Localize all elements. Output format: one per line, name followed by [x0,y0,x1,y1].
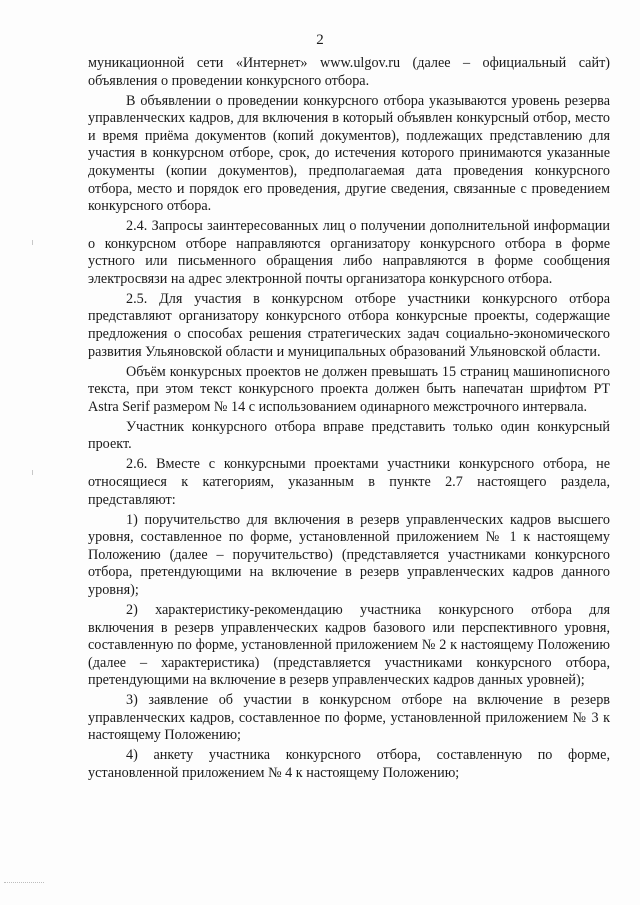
paragraph-project-volume: Объём конкурсных проектов не должен превышать 15 страниц машинописного текста, при этом текст конкурсного проекта должен быть напечатан шрифтом PT Astra Serif размером № 14 с использованием одинарного межстрочного интервала. [88,363,610,415]
scan-artifact [32,240,33,245]
list-item-3: 3) заявление об участии в конкурсном отборе на включение в резерв управленческих кадров, составленное по форме, установленной приложением № 3 к настоящему Положению; [88,692,610,744]
paragraph-continued: муникационной сети «Интернет» www.ulgov.ru (далее – официальный сайт) объявления о проведении конкурсного отбора. [88,55,610,89]
paragraph-2-5: 2.5. Для участия в конкурсном отборе участники конкурсного отбора представляют организатору конкурсного отбора конкурсные проекты, содержащие предложения о способах решения стратегических задач социально-экономического развития Ульяновской области и муниципальных образований Ульяновской области. [88,290,610,360]
paragraph-one-project: Участник конкурсного отбора вправе представить только один конкурсный проект. [88,418,610,453]
paragraph-announcement: В объявлении о проведении конкурсного отбора указываются уровень резерва управленческих кадров, для включения в который объявлен конкурсный отбор, место и время приёма документов (копий документов), подлежащих представлению для участия в конкурсном отборе, срок, до истечения которого принимаются указанные документы (копии документов), предполагаемая дата проведения конкурсного отбора, место и порядок его проведения, другие сведения, связанные с проведением конкурсного отбора. [88,92,610,215]
list-item-2: 2) характеристику-рекомендацию участника конкурсного отбора для включения в резерв управленческих кадров базового или перспективного уровня, составленную по форме, установленной приложением № 2 к настоящему Положению (далее – характеристика) (представляется участниками конкурсного отбора, претендующими на включение в резерв управленческих кадров данных уровней); [88,601,610,689]
scan-artifact [4,882,44,886]
page-number: 2 [316,32,324,48]
paragraph-2-6: 2.6. Вместе с конкурсными проектами участники конкурсного отбора, не относящиеся к категориям, указанным в пункте 2.7 настоящего раздела, представляют: [88,456,610,508]
scan-artifact [32,470,33,475]
list-item-4: 4) анкету участника конкурсного отбора, составленную по форме, установленной приложением № 4 к настоящему Положению; [88,747,610,782]
paragraph-2-4: 2.4. Запросы заинтересованных лиц о получении дополнительной информации о конкурсном отборе направляются организатору конкурсного отбора в форме устного или письменного обращения либо направляются в форме сообщения электросвязи на адрес электронной почты организатора конкурсного отбора. [88,218,610,287]
document-body [88,55,610,785]
list-item-1: 1) поручительство для включения в резерв управленческих кадров высшего уровня, составленное по форме, установленной приложением № 1 к настоящему Положению (далее – поручительство) (представляется участниками конкурсного отбора, претендующими на включение в резерв управленческих кадров данного уровня); [88,511,610,598]
